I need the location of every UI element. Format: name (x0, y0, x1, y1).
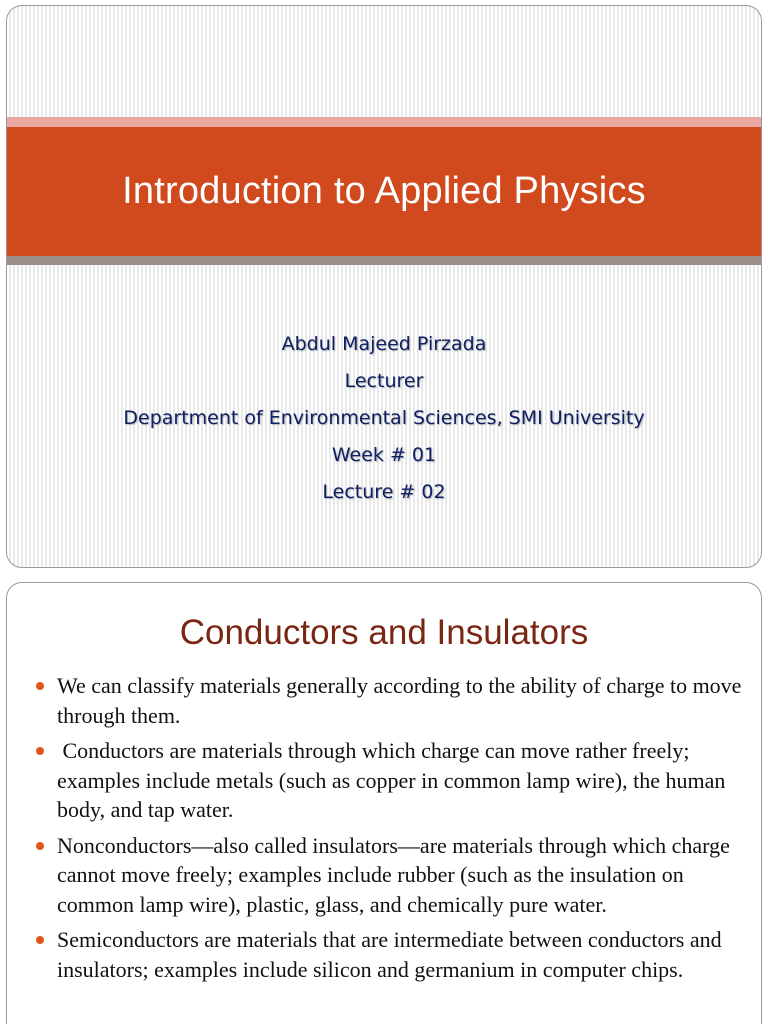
list-item (33, 736, 743, 825)
title-band (7, 127, 761, 256)
list-item (33, 831, 743, 920)
title-accent-band (7, 117, 761, 127)
bullet-icon (36, 936, 44, 944)
list-item (33, 925, 743, 984)
bullet-text: We can classify materials generally according to the ability of charge to move through them. (57, 673, 742, 728)
title-shadow-band (7, 256, 761, 265)
author-role: Lecturer (344, 370, 424, 392)
list-item (33, 671, 743, 730)
author-name: Abdul Majeed Pirzada (281, 333, 487, 355)
bullet-icon (36, 842, 44, 850)
content-slide-title: Conductors and Insulators (179, 613, 589, 652)
content-slide (6, 582, 762, 1024)
lecture-number: Lecture # 02 (322, 481, 446, 503)
bullet-icon (36, 747, 44, 755)
week-number: Week # 01 (331, 444, 437, 466)
bullet-text: Nonconductors—also called insulators—are materials through which charge cannot move freely; examples include rubber (such as the insulation on common lamp wire), plastic, glass, and chemically pure water. (57, 832, 730, 917)
bullet-list (33, 671, 743, 990)
author-block (7, 326, 761, 511)
author-department: Department of Environmental Sciences, SMI University (123, 407, 645, 429)
bullet-icon (36, 682, 44, 690)
bullet-text: Semiconductors are materials that are intermediate between conductors and insulators; examples include silicon and germanium in computer chips. (57, 927, 722, 982)
title-slide (6, 5, 762, 568)
bullet-text: Conductors are materials through which charge can move rather freely; examples include metals (such as copper in common lamp wire), the human body, and tap water. (57, 738, 731, 822)
slide-title: Introduction to Applied Physics (122, 170, 646, 212)
